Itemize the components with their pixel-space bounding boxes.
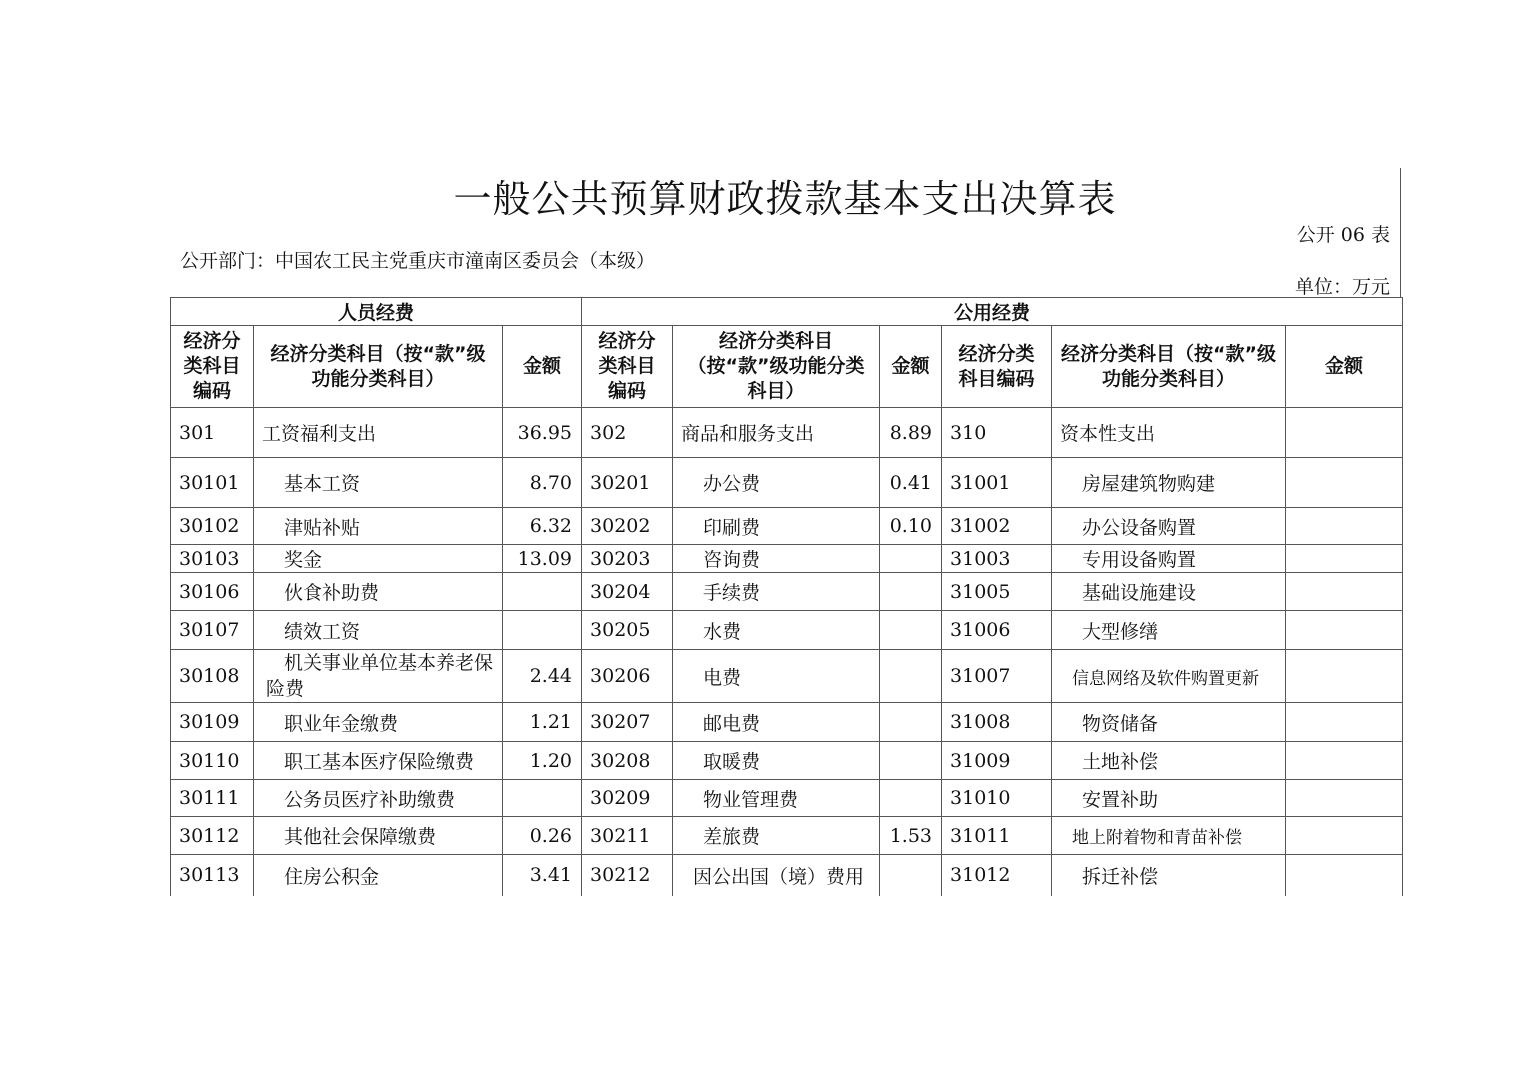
name-cell: 水费: [673, 611, 880, 650]
name-cell: 咨询费: [673, 545, 880, 573]
name-cell: 绩效工资: [254, 611, 503, 650]
amount-cell: 3.41: [503, 855, 582, 896]
code-cell: 30111: [171, 780, 254, 817]
code-cell: 30212: [582, 855, 673, 896]
code-cell: 30103: [171, 545, 254, 573]
code-cell: 30108: [171, 650, 254, 703]
amount-cell: 1.21: [503, 703, 582, 742]
header-code: 经济分类科目编码: [171, 326, 254, 408]
table-row: [171, 742, 1403, 780]
name-cell: 拆迁补偿: [1052, 855, 1286, 896]
name-cell: 基础设施建设: [1052, 573, 1286, 611]
amount-cell: [503, 573, 582, 611]
amount-cell: [1286, 508, 1403, 545]
name-cell: 职工基本医疗保险缴费: [254, 742, 503, 780]
code-cell: 30107: [171, 611, 254, 650]
code-cell: 301: [171, 408, 254, 458]
name-cell: 其他社会保障缴费: [254, 817, 503, 855]
amount-cell: [1286, 703, 1403, 742]
name-cell: 工资福利支出: [254, 408, 503, 458]
table-row: [171, 545, 1403, 573]
code-cell: 30202: [582, 508, 673, 545]
amount-cell: [1286, 611, 1403, 650]
page-title: 一般公共预算财政拨款基本支出决算表: [453, 177, 1117, 221]
name-cell: 住房公积金: [254, 855, 503, 896]
name-cell: 专用设备购置: [1052, 545, 1286, 573]
amount-cell: [880, 545, 942, 573]
header-amount: 金额: [1286, 326, 1403, 408]
amount-cell: [1286, 780, 1403, 817]
code-cell: 30209: [582, 780, 673, 817]
amount-cell: [503, 611, 582, 650]
code-cell: 30208: [582, 742, 673, 780]
name-cell: 电费: [673, 650, 880, 703]
table-row: [171, 780, 1403, 817]
code-cell: 30204: [582, 573, 673, 611]
code-cell: 30102: [171, 508, 254, 545]
amount-cell: 8.70: [503, 458, 582, 508]
table-row: [171, 650, 1403, 703]
code-cell: 302: [582, 408, 673, 458]
code-cell: 31001: [942, 458, 1052, 508]
amount-cell: [880, 611, 942, 650]
name-cell: 大型修缮: [1052, 611, 1286, 650]
amount-cell: 0.10: [880, 508, 942, 545]
amount-cell: [880, 780, 942, 817]
name-cell: 手续费: [673, 573, 880, 611]
table-row: [171, 611, 1403, 650]
amount-cell: [1286, 650, 1403, 703]
section-personnel: 人员经费: [171, 298, 582, 326]
table-body: [171, 408, 1403, 896]
amount-cell: 1.53: [880, 817, 942, 855]
code-cell: 30109: [171, 703, 254, 742]
page-border-line: [1400, 168, 1401, 298]
name-cell: 因公出国（境）费用: [673, 855, 880, 896]
table-row: [171, 703, 1403, 742]
amount-cell: [1286, 408, 1403, 458]
table-row: [171, 408, 1403, 458]
amount-cell: [880, 703, 942, 742]
code-cell: 31011: [942, 817, 1052, 855]
section-header-row: [171, 298, 1403, 326]
name-cell: 奖金: [254, 545, 503, 573]
table-row: [171, 508, 1403, 545]
expenditure-table: [170, 297, 1403, 896]
unit-label: 单位：万元: [1294, 276, 1390, 298]
amount-cell: [1286, 742, 1403, 780]
section-public: 公用经费: [582, 298, 1403, 326]
name-cell: 土地补偿: [1052, 742, 1286, 780]
code-cell: 30205: [582, 611, 673, 650]
code-cell: 30203: [582, 545, 673, 573]
name-cell: 职业年金缴费: [254, 703, 503, 742]
code-cell: 31002: [942, 508, 1052, 545]
name-cell: 物资储备: [1052, 703, 1286, 742]
table-row: [171, 855, 1403, 896]
amount-cell: [503, 780, 582, 817]
code-cell: 31012: [942, 855, 1052, 896]
name-cell: 公务员医疗补助缴费: [254, 780, 503, 817]
code-cell: 31009: [942, 742, 1052, 780]
amount-cell: [880, 650, 942, 703]
name-cell: 取暖费: [673, 742, 880, 780]
code-cell: 30112: [171, 817, 254, 855]
amount-cell: 2.44: [503, 650, 582, 703]
name-cell: 地上附着物和青苗补偿: [1052, 817, 1286, 855]
code-cell: 30113: [171, 855, 254, 896]
amount-cell: 13.09: [503, 545, 582, 573]
code-cell: 310: [942, 408, 1052, 458]
header-name: 经济分类科目（按“款”级功能分类科目）: [254, 326, 503, 408]
amount-cell: 8.89: [880, 408, 942, 458]
header-code: 经济分类科目编码: [582, 326, 673, 408]
code-cell: 30106: [171, 573, 254, 611]
name-cell: 资本性支出: [1052, 408, 1286, 458]
amount-cell: 0.26: [503, 817, 582, 855]
name-cell: 印刷费: [673, 508, 880, 545]
code-cell: 30110: [171, 742, 254, 780]
code-cell: 30201: [582, 458, 673, 508]
code-cell: 31007: [942, 650, 1052, 703]
header-name: 经济分类科目（按“款”级功能分类科目）: [1052, 326, 1286, 408]
code-cell: 30206: [582, 650, 673, 703]
name-cell: 安置补助: [1052, 780, 1286, 817]
code-cell: 31003: [942, 545, 1052, 573]
code-cell: 31010: [942, 780, 1052, 817]
amount-cell: [1286, 855, 1403, 896]
name-cell: 信息网络及软件购置更新: [1052, 650, 1286, 703]
name-cell: 办公设备购置: [1052, 508, 1286, 545]
header-amount: 金额: [880, 326, 942, 408]
code-cell: 30211: [582, 817, 673, 855]
amount-cell: [1286, 458, 1403, 508]
table-number: 公开 06 表: [1296, 224, 1390, 246]
name-cell: 房屋建筑物购建: [1052, 458, 1286, 508]
name-cell: 物业管理费: [673, 780, 880, 817]
column-header-row: [171, 326, 1403, 408]
amount-cell: [880, 573, 942, 611]
code-cell: 30207: [582, 703, 673, 742]
amount-cell: 36.95: [503, 408, 582, 458]
header-code: 经济分类科目编码: [942, 326, 1052, 408]
table-row: [171, 817, 1403, 855]
name-cell: 机关事业单位基本养老保险费: [254, 650, 503, 703]
amount-cell: 6.32: [503, 508, 582, 545]
name-cell: 办公费: [673, 458, 880, 508]
code-cell: 31005: [942, 573, 1052, 611]
amount-cell: [1286, 573, 1403, 611]
code-cell: 31006: [942, 611, 1052, 650]
name-cell: 津贴补贴: [254, 508, 503, 545]
code-cell: 30101: [171, 458, 254, 508]
code-cell: 31008: [942, 703, 1052, 742]
name-cell: 伙食补助费: [254, 573, 503, 611]
amount-cell: [880, 742, 942, 780]
amount-cell: [880, 855, 942, 896]
amount-cell: 0.41: [880, 458, 942, 508]
name-cell: 商品和服务支出: [673, 408, 880, 458]
table-row: [171, 458, 1403, 508]
amount-cell: 1.20: [503, 742, 582, 780]
department-label: 公开部门：中国农工民主党重庆市潼南区委员会（本级）: [180, 250, 656, 272]
table-row: [171, 573, 1403, 611]
amount-cell: [1286, 545, 1403, 573]
amount-cell: [1286, 817, 1403, 855]
header-name: 经济分类科目（按“款”级功能分类科目）: [673, 326, 880, 408]
header-amount: 金额: [503, 326, 582, 408]
name-cell: 邮电费: [673, 703, 880, 742]
name-cell: 差旅费: [673, 817, 880, 855]
name-cell: 基本工资: [254, 458, 503, 508]
